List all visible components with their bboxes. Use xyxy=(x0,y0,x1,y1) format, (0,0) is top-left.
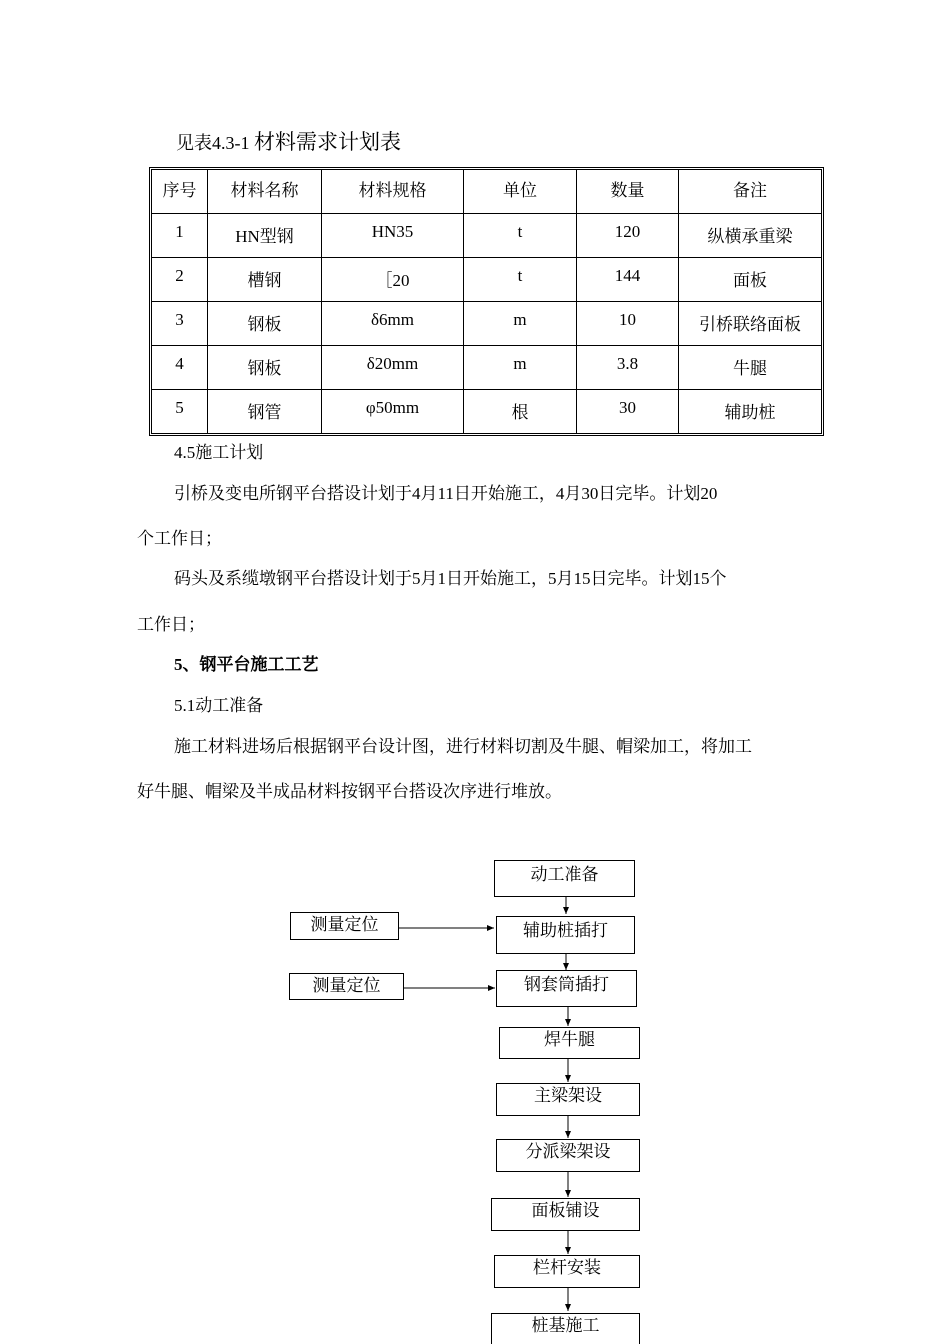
flow-step-railing-install: 栏杆安装 xyxy=(494,1255,640,1288)
paragraph-line: 工作日； xyxy=(137,615,205,634)
table-cell: 144 xyxy=(577,258,679,302)
paragraph-line: 好牛腿、帽梁及半成品材料按钢平台搭设次序进行堆放。 xyxy=(137,782,562,801)
table-cell: δ20mm xyxy=(322,346,464,390)
table-cell: 钢管 xyxy=(208,390,322,433)
table-cell: 30 xyxy=(577,390,679,433)
header-cell: 序号 xyxy=(152,170,208,214)
paragraph-line: 施工材料进场后根据钢平台设计图，进行材料切割及牛腿、帽梁加工，将加工 xyxy=(174,737,752,756)
table-cell: 1 xyxy=(152,214,208,258)
table-cell: δ6mm xyxy=(322,302,464,346)
table-cell: 5 xyxy=(152,390,208,433)
table-cell: 钢板 xyxy=(208,302,322,346)
flow-step-weld-bracket: 焊牛腿 xyxy=(499,1027,640,1059)
table-caption-prefix: 见表4.3-1 xyxy=(176,133,250,153)
section-4-5-heading: 4.5施工计划 xyxy=(174,443,264,462)
table-cell: 4 xyxy=(152,346,208,390)
header-cell: 单位 xyxy=(464,170,577,214)
table-cell: 120 xyxy=(577,214,679,258)
flow-step-main-beam: 主梁架设 xyxy=(496,1083,640,1116)
header-cell: 材料规格 xyxy=(322,170,464,214)
flow-side-survey-positioning: 测量定位 xyxy=(289,973,404,1000)
paragraph-line: 引桥及变电所钢平台搭设计划于4月11日开始施工，4月30日完毕。计划20 xyxy=(174,484,718,503)
table-cell: 10 xyxy=(577,302,679,346)
table-cell: ［20 xyxy=(322,258,464,302)
flow-step-distribution-beam: 分派梁架设 xyxy=(496,1139,640,1172)
table-cell: 引桥联络面板 xyxy=(679,302,821,346)
header-cell: 数量 xyxy=(577,170,679,214)
header-cell: 备注 xyxy=(679,170,821,214)
flow-step-pile-foundation: 桩基施工 xyxy=(491,1313,640,1344)
paragraph-line: 码头及系缆墩钢平台搭设计划于5月1日开始施工，5月15日完毕。计划15个 xyxy=(174,569,727,588)
flow-side-survey-positioning: 测量定位 xyxy=(290,912,399,940)
section-5-1-heading: 5.1动工准备 xyxy=(174,696,264,715)
table-cell: 3.8 xyxy=(577,346,679,390)
table-cell: HN35 xyxy=(322,214,464,258)
flow-step-start-prep: 动工准备 xyxy=(494,860,635,897)
table-cell: 纵横承重梁 xyxy=(679,214,821,258)
flow-step-aux-pile: 辅助桩插打 xyxy=(496,916,635,954)
paragraph-line: 个工作日； xyxy=(137,529,222,548)
table-cell: 2 xyxy=(152,258,208,302)
table-cell: t xyxy=(464,258,577,302)
flow-step-steel-casing: 钢套筒插打 xyxy=(496,970,637,1007)
table-caption-title: 材料需求计划表 xyxy=(254,130,401,154)
table-cell: 3 xyxy=(152,302,208,346)
header-cell: 材料名称 xyxy=(208,170,322,214)
table-cell: 面板 xyxy=(679,258,821,302)
table-cell: HN型钢 xyxy=(208,214,322,258)
table-cell: 槽钢 xyxy=(208,258,322,302)
table-cell: 牛腿 xyxy=(679,346,821,390)
table-cell: φ50mm xyxy=(322,390,464,433)
table-cell: t xyxy=(464,214,577,258)
section-5-heading: 5、钢平台施工工艺 xyxy=(174,655,319,674)
table-cell: m xyxy=(464,346,577,390)
flow-step-panel-laying: 面板铺设 xyxy=(491,1198,640,1231)
table-cell: 钢板 xyxy=(208,346,322,390)
table-cell: 根 xyxy=(464,390,577,433)
table-cell: m xyxy=(464,302,577,346)
table-cell: 辅助桩 xyxy=(724,403,776,422)
